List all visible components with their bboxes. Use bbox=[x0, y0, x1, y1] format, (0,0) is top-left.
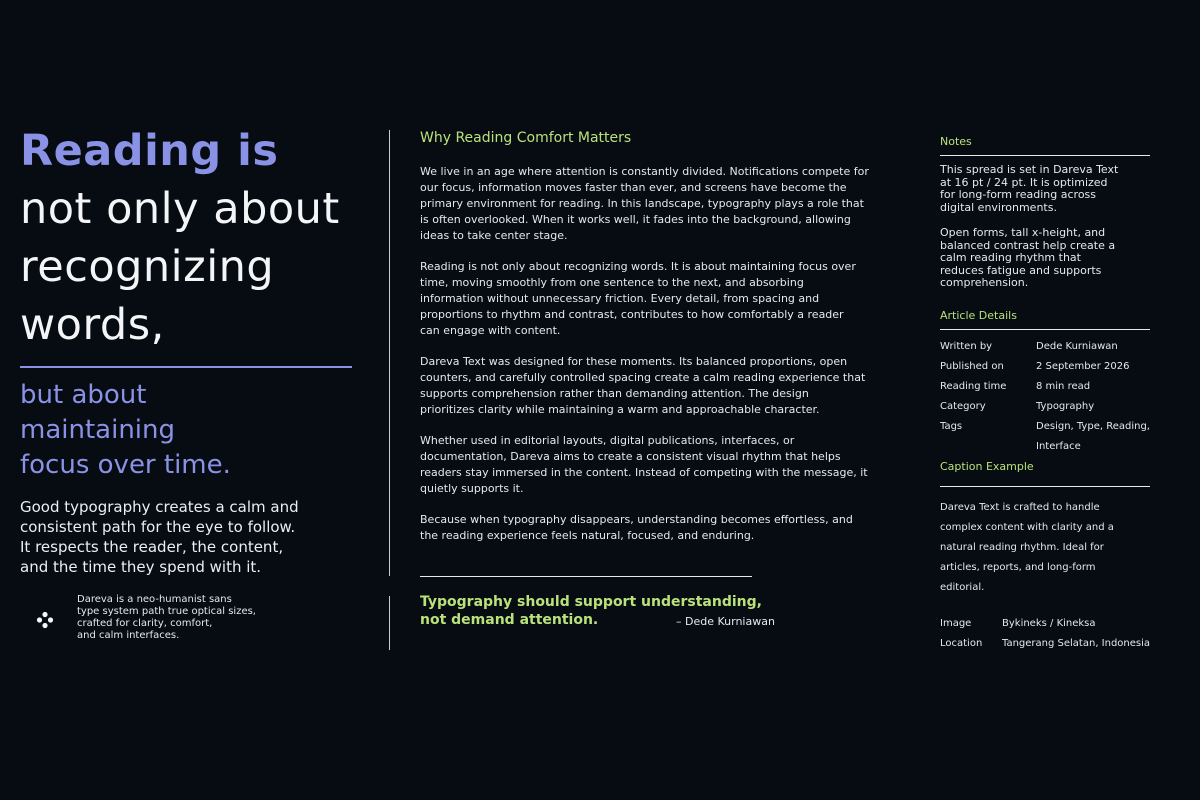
body-line: Whether used in editorial layouts, digital publications, interfaces, or bbox=[420, 434, 795, 447]
detail-row-tags bbox=[940, 417, 1170, 456]
detail-row-author bbox=[940, 337, 1170, 357]
body-line: ideas to take center stage. bbox=[420, 229, 568, 242]
body-line: We live in an age where attention is constantly divided. Notifications compete for bbox=[420, 165, 869, 178]
credit-label: Image bbox=[940, 618, 972, 629]
intro-line: Good typography creates a calm and bbox=[20, 498, 299, 516]
body-line: primary environment for reading. In this landscape, typography plays a role that bbox=[420, 197, 864, 210]
body-line: information without unnecessary friction. Every detail, from spacing and bbox=[420, 292, 820, 305]
body-line: Reading is not only about recognizing words. It is about maintaining focus over bbox=[420, 260, 856, 273]
notes-line: at 16 pt / 24 pt. It is optimized bbox=[940, 175, 1108, 189]
notes-line: digital environments. bbox=[940, 200, 1057, 214]
article-body bbox=[420, 164, 890, 559]
logo-note-line: Dareva is a neo-humanist sans bbox=[77, 594, 232, 605]
article-paragraph bbox=[420, 354, 890, 418]
notes-line: Open forms, tall x-height, and bbox=[940, 226, 1106, 239]
article-details-rule bbox=[940, 329, 1150, 330]
body-line: the reading experience feels natural, focused, and enduring. bbox=[420, 529, 755, 542]
detail-value: 2 September 2026 bbox=[1036, 361, 1130, 372]
body-line: Dareva Text was designed for these moments. Its balanced proportions, open bbox=[420, 355, 848, 368]
sub-headline bbox=[20, 378, 350, 483]
detail-value: Typography bbox=[1036, 401, 1095, 412]
column-divider-upper bbox=[389, 130, 390, 576]
article-paragraph bbox=[420, 164, 890, 244]
detail-label: Reading time bbox=[940, 381, 1007, 392]
body-line: documentation, Dareva aims to create a consistent visual rhythm that helps bbox=[420, 450, 841, 463]
detail-label: Tags bbox=[940, 421, 963, 432]
intro-line: It respects the reader, the content, bbox=[20, 538, 284, 556]
caption-rule bbox=[940, 486, 1150, 487]
caption-line: natural reading rhythm. Ideal for bbox=[940, 542, 1104, 553]
body-line: counters, and carefully controlled spacing create a calm reading experience that bbox=[420, 371, 866, 384]
detail-label: Published on bbox=[940, 361, 1004, 372]
caption-heading: Caption Example bbox=[940, 460, 1034, 473]
column-divider-lower bbox=[389, 596, 390, 650]
image-credits bbox=[940, 614, 1170, 654]
article-details-heading: Article Details bbox=[940, 309, 1017, 322]
credit-value: Bykineks / Kineksa bbox=[1002, 618, 1096, 629]
caption-line: editorial. bbox=[940, 582, 985, 593]
body-line: Because when typography disappears, understanding becomes effortless, and bbox=[420, 513, 853, 526]
detail-value: Design, Type, Reading, Interface bbox=[1036, 421, 1150, 452]
hero-line-1: Reading is bbox=[20, 126, 279, 176]
hero-line-4: words, bbox=[20, 300, 165, 350]
caption-line: Dareva Text is crafted to handle bbox=[940, 502, 1100, 513]
flower-glyph-icon bbox=[36, 611, 54, 629]
intro-line: and the time they spend with it. bbox=[20, 558, 262, 576]
notes-line: comprehension. bbox=[940, 276, 1029, 289]
intro-line: consistent path for the eye to follow. bbox=[20, 518, 296, 536]
intro-paragraph bbox=[20, 497, 340, 577]
credit-label: Location bbox=[940, 638, 983, 649]
logo-note bbox=[77, 594, 277, 642]
hero-line-2: not only about bbox=[20, 184, 340, 234]
notes-body bbox=[940, 164, 1155, 303]
notes-paragraph bbox=[940, 227, 1155, 290]
notes-line: for long-form reading across bbox=[940, 188, 1097, 201]
body-line: time, moving smoothly from one sentence to the next, and absorbing bbox=[420, 276, 804, 289]
body-line: readers stay immersed in the content. Instead of competing with the message, it bbox=[420, 466, 868, 479]
notes-line: reduces fatigue and supports bbox=[940, 263, 1102, 277]
body-line: supports comprehension rather than demanding attention. The design bbox=[420, 387, 809, 400]
notes-line: balanced contrast help create a bbox=[940, 238, 1116, 252]
detail-label: Category bbox=[940, 401, 986, 412]
article-details bbox=[940, 337, 1170, 456]
article-paragraph bbox=[420, 512, 890, 544]
detail-row-category bbox=[940, 397, 1170, 417]
hero-headline bbox=[20, 122, 370, 354]
article-heading: Why Reading Comfort Matters bbox=[420, 130, 632, 146]
hero-line-3: recognizing bbox=[20, 242, 275, 292]
pull-quote-line: not demand attention. bbox=[420, 612, 599, 628]
caption-line: complex content with clarity and a bbox=[940, 522, 1114, 533]
body-line: proportions to rhythm and contrast, contributes to how comfortably a reader bbox=[420, 308, 844, 321]
logo-note-line: and calm interfaces. bbox=[77, 630, 180, 641]
body-line: quietly supports it. bbox=[420, 482, 524, 495]
sub-headline-line-1: but about bbox=[20, 380, 147, 410]
pull-quote-line: Typography should support understanding, bbox=[420, 594, 762, 610]
caption-text bbox=[940, 498, 1152, 598]
quote-author: – Dede Kurniawan bbox=[676, 615, 775, 628]
body-line: is often overlooked. When it works well, it fades into the background, allowing bbox=[420, 213, 851, 226]
detail-value: 8 min read bbox=[1036, 381, 1091, 392]
logo-note-line: crafted for clarity, comfort, bbox=[77, 618, 213, 629]
detail-value: Dede Kurniawan bbox=[1036, 341, 1118, 352]
quote-divider-rule bbox=[420, 576, 752, 577]
credit-row-location bbox=[940, 634, 1170, 654]
logo-note-line: type system path true optical sizes, bbox=[77, 606, 256, 617]
notes-line: This spread is set in Dareva Text bbox=[940, 163, 1119, 176]
notes-heading: Notes bbox=[940, 135, 972, 148]
detail-row-published bbox=[940, 357, 1170, 377]
sub-headline-line-3: focus over time. bbox=[20, 450, 231, 480]
body-line: can engage with content. bbox=[420, 324, 561, 337]
left-divider-rule bbox=[20, 366, 352, 368]
sub-headline-line-2: maintaining bbox=[20, 415, 175, 445]
notes-rule bbox=[940, 155, 1150, 156]
caption-line: articles, reports, and long-form bbox=[940, 562, 1096, 573]
article-paragraph bbox=[420, 259, 890, 339]
credit-row-image bbox=[940, 614, 1170, 634]
credit-value: Tangerang Selatan, Indonesia bbox=[1002, 638, 1151, 649]
detail-label: Written by bbox=[940, 341, 993, 352]
notes-line: calm reading rhythm that bbox=[940, 251, 1081, 264]
body-line: our focus, information moves faster than ever, and screens have become the bbox=[420, 181, 847, 194]
body-line: prioritizes clarity while maintaining a warm and approachable character. bbox=[420, 403, 820, 416]
notes-paragraph bbox=[940, 164, 1155, 214]
article-paragraph bbox=[420, 433, 890, 497]
detail-row-reading-time bbox=[940, 377, 1170, 397]
